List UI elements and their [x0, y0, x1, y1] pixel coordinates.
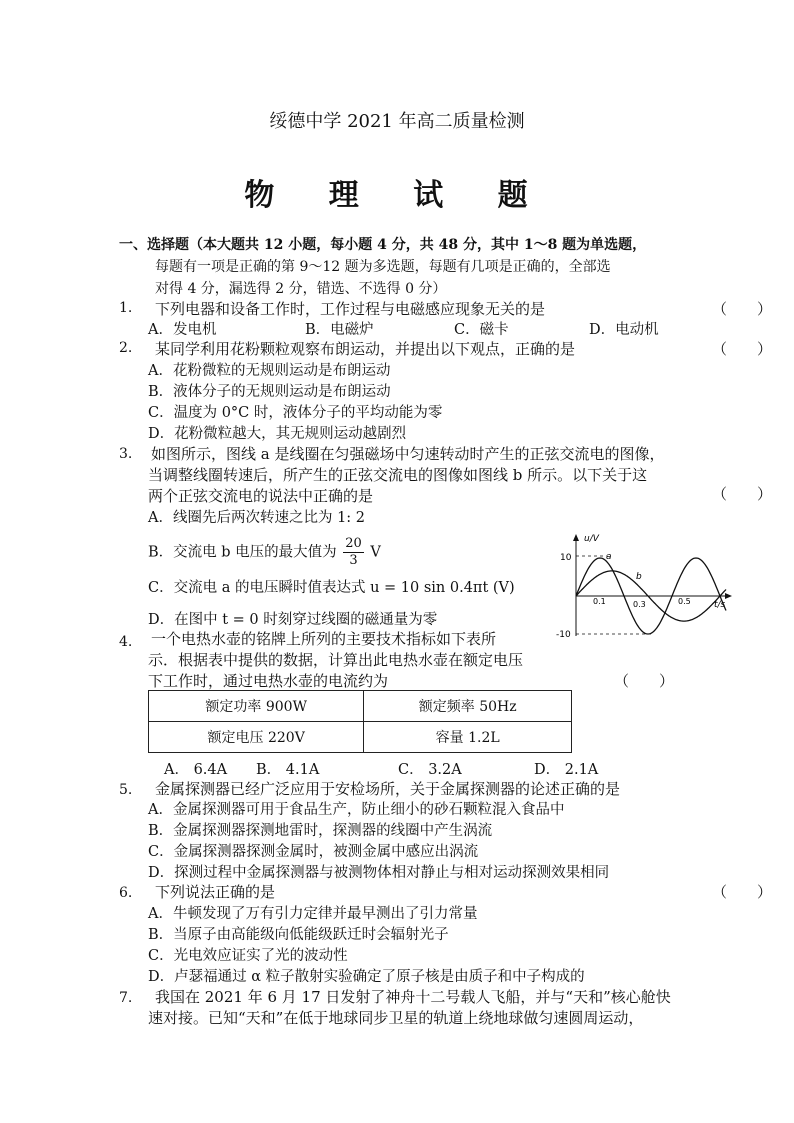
question-2-number: 2. [119, 340, 133, 356]
question-5-option-d: D．探测过程中金属探测器与被测物体相对静止与相对运动探测效果相同 [148, 865, 610, 881]
question-3-option-b-text: B．交流电 b 电压的最大值为 [148, 544, 337, 561]
question-1-option-b: B．电磁炉 [305, 322, 374, 338]
question-3-stem-line3: 两个正弦交流电的说法中正确的是 [148, 487, 374, 505]
question-4-answer-blank: （ ） [614, 672, 675, 690]
x-tick-label-0-5: 0.5 [678, 597, 691, 606]
question-4-option-c: C． 3.2A [398, 762, 462, 778]
table-cell: 额定功率 900W [149, 691, 364, 722]
question-3-stem-line2: 当调整线圈转速后，所产生的正弦交流电的图像如图线 b 所示。以下关于这 [148, 466, 648, 484]
question-3-stem-line1: 如图所示，图线 a 是线圈在匀强磁场中匀速转动时产生的正弦交流电的图像， [151, 445, 665, 463]
table-row [149, 691, 572, 722]
question-3-option-b-unit: V [370, 544, 381, 561]
question-3-answer-blank: （ ） [712, 485, 773, 503]
question-2-option-d: D．花粉微粒越大，其无规则运动越剧烈 [148, 426, 407, 442]
question-5-option-a: A．金属探测器可用于食品生产，防止细小的砂石颗粒混入食品中 [148, 802, 565, 818]
question-7-stem-line1: 我国在 2021 年 6 月 17 日发射了神舟十二号载人飞船，并与“天和”核心舱快 [155, 988, 671, 1006]
section-heading-line1: 一、选择题（本大题共 12 小题，每小题 4 分，共 48 分，其中 1～8 题为单选题， [119, 237, 647, 253]
question-3-option-b [148, 536, 381, 569]
x-axis-label: t/s [714, 600, 726, 610]
question-3-option-a: A．线圈先后两次转速之比为 1: 2 [148, 510, 366, 526]
question-2-option-a: A．花粉微粒的无规则运动是布朗运动 [148, 363, 391, 379]
kettle-spec-table [148, 690, 572, 753]
table-cell: 容量 1.2L [364, 722, 572, 753]
question-1-option-d: D．电动机 [589, 322, 659, 338]
curve-b-label: b [636, 572, 642, 582]
question-7-stem-line2: 速对接。已知“天和”在低于地球同步卫星的轨道上绕地球做匀速圆周运动， [148, 1009, 644, 1027]
y-min-label: -10 [556, 630, 571, 640]
question-6-stem: 下列说法正确的是 [155, 883, 276, 901]
question-5-option-c: C．金属探测器探测金属时，被测金属中感应出涡流 [148, 844, 479, 860]
question-2-option-b: B．液体分子的无规则运动是布朗运动 [148, 384, 391, 400]
question-1-option-c: C．磁卡 [454, 322, 509, 338]
y-axis-arrow [573, 534, 579, 541]
question-2-answer-blank: （ ） [712, 340, 773, 358]
question-1-option-a: A．发电机 [148, 322, 217, 338]
table-cell: 额定电压 220V [149, 722, 364, 753]
question-1-number: 1. [119, 300, 133, 316]
question-4-stem-line2: 示．根据表中提供的数据，计算出此电热水壶在额定电压 [148, 651, 524, 669]
question-6-answer-blank: （ ） [712, 883, 773, 901]
subject-title: 物 理 试 题 [244, 178, 550, 213]
table-cell: 额定频率 50Hz [364, 691, 572, 722]
question-3-fraction [343, 536, 364, 569]
question-4-number: 4. [119, 634, 133, 650]
x-tick-label-0-3: 0.3 [633, 600, 646, 609]
fraction-numerator: 20 [345, 536, 362, 551]
question-4-stem-line3: 下工作时，通过电热水壶的电流约为 [148, 672, 389, 690]
question-3-number: 3. [119, 446, 133, 462]
question-4-option-b: B． 4.1A [256, 762, 320, 778]
question-6-option-d: D．卢瑟福通过 α 粒子散射实验确定了原子核是由质子和中子构成的 [148, 969, 585, 985]
question-1-answer-blank: （ ） [712, 300, 773, 318]
x-axis-arrow [725, 593, 732, 599]
question-6-option-a: A．牛顿发现了万有引力定律并最早测出了引力常量 [148, 906, 478, 922]
question-5-stem: 金属探测器已经广泛应用于安检场所，关于金属探测器的论述正确的是 [155, 780, 621, 798]
question-3-option-d: D．在图中 t = 0 时刻穿过线圈的磁通量为零 [148, 612, 438, 628]
question-7-number: 7. [119, 990, 133, 1006]
question-4-stem-line1: 一个电热水壶的铭牌上所列的主要技术指标如下表所 [151, 630, 497, 648]
question-3-option-c: C．交流电 a 的电压瞬时值表达式 u = 10 sin 0.4πt (V) [148, 580, 515, 596]
question-5-number: 5. [119, 782, 133, 798]
y-max-label: 10 [560, 553, 572, 563]
question-1-stem: 下列电器和设备工作时，工作过程与电磁感应现象无关的是 [155, 300, 546, 318]
ac-voltage-graph [548, 528, 744, 640]
question-6-option-c: C．光电效应证实了光的波动性 [148, 948, 348, 964]
question-4-option-d: D． 2.1A [534, 762, 599, 778]
fraction-denominator: 3 [349, 553, 358, 568]
x-tick-label-0-1: 0.1 [593, 597, 606, 606]
question-6-option-b: B．当原子由高能级向低能级跃迁时会辐射光子 [148, 927, 449, 943]
table-row [149, 722, 572, 753]
question-6-number: 6. [119, 885, 133, 901]
question-2-stem: 某同学利用花粉颗粒观察布朗运动，并提出以下观点，正确的是 [155, 340, 576, 358]
school-title: 绥德中学 2021 年高二质量检测 [269, 111, 525, 132]
y-axis-label: u/V [584, 534, 599, 544]
question-4-option-a: A． 6.4A [164, 762, 228, 778]
curve-a-label: a [606, 552, 612, 562]
question-5-option-b: B．金属探测器探测地雷时，探测器的线圈中产生涡流 [148, 823, 493, 839]
section-heading-line3: 对得 4 分，漏选得 2 分，错选、不选得 0 分） [155, 281, 447, 297]
section-heading-line2: 每题有一项是正确的第 9～12 题为多选题，每题有几项是正确的，全部选 [155, 259, 611, 275]
question-2-option-c: C．温度为 0°C 时，液体分子的平均动能为零 [148, 405, 443, 421]
